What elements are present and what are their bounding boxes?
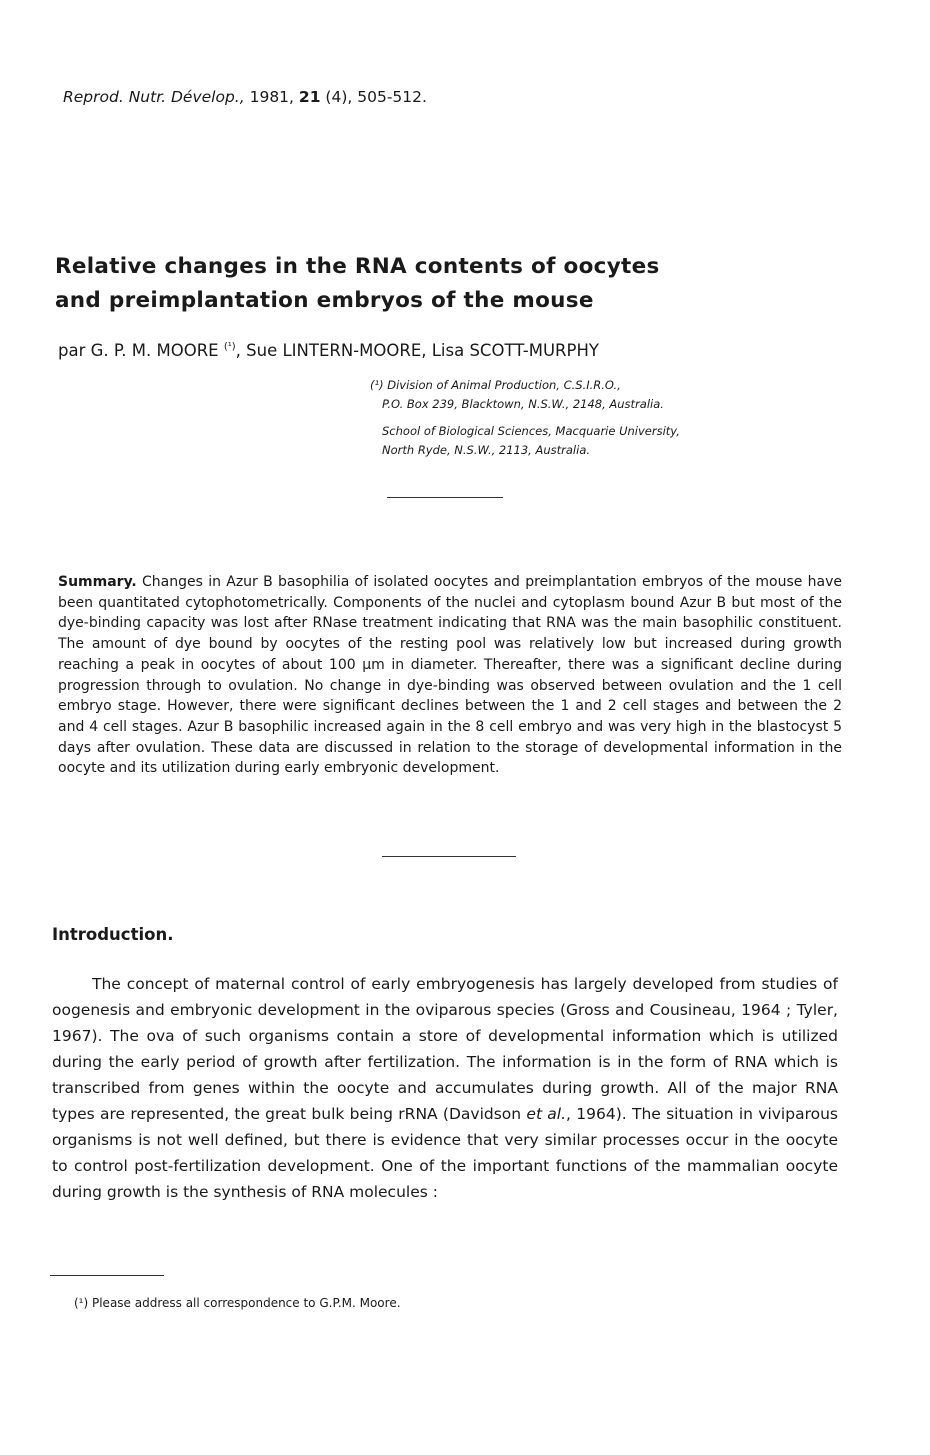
divider-bottom: [382, 856, 516, 857]
author-note-mark: (¹): [223, 341, 236, 353]
title-line-2: and preimplantation embryos of the mouse: [55, 288, 594, 313]
journal-issue: (4),: [325, 88, 353, 106]
journal-volume: 21: [298, 88, 321, 106]
affiliation-line-4: North Ryde, N.S.W., 2113, Australia.: [382, 443, 591, 457]
intro-text-b: , 1964). The situation in viviparous organisms is not well defined, but there is evidence that very similar processes occur in the oocyte to control post-fertilization development. One of the important functions of the mammalian oocyte during growth is the synthesis of RNA molecules :: [52, 1105, 838, 1201]
summary-label: Summary.: [58, 574, 137, 590]
intro-text-a: The concept of maternal control of early embryogenesis has largely developed from studies of oogenesis and embryonic development in the oviparous species (Gross and Cousineau, 1964 ; Tyler, 1967). The ova of such organisms contain a store of developmental information which is utilized during the early period of growth after fertilization. The information is in the form of RNA which is transcribed from genes within the oocyte and accumulates during growth. All of the major RNA types are represented, the great bulk being rRNA (Davidson: [52, 975, 838, 1123]
journal-citation: [63, 88, 427, 106]
divider-top: [387, 497, 503, 498]
paper-title: [55, 250, 815, 318]
summary-text: Changes in Azur B basophilia of isolated oocytes and preimplantation embryos of the mouse have been quantitated cytophotometrically. Components of the nuclei and cytoplasm bound Azur B but most of the dye-binding capacity was lost after RNase treatment indicating that RNA was the main basophilic constituent. The amount of dye bound by oocytes of the resting pool was relatively low but increased during growth reaching a peak in oocytes of about 100 μm in diameter. Thereafter, there was a significant decline during progression through to ovulation. No change in dye-binding was observed between ovulation and the 1 cell embryo stage. However, there were significant declines between the 1 and 2 cell stages and between the 2 and 4 cell stages. Azur B basophilic increased again in the 8 cell embryo and was very high in the blastocyst 5 days after ovulation. These data are discussed in relation to the storage of developmental information in the oocyte and its utilization during early embryonic development.: [58, 574, 843, 777]
affiliations: [370, 376, 850, 460]
introduction-heading: Introduction.: [52, 925, 174, 944]
author-list: [58, 341, 599, 360]
title-line-1: Relative changes in the RNA contents of oocytes: [55, 254, 660, 279]
affiliation-line-3: School of Biological Sciences, Macquarie University,: [382, 424, 680, 438]
footnote: (¹) Please address all correspondence to G.P.M. Moore.: [74, 1296, 401, 1310]
journal-pages: 505-512.: [357, 88, 427, 106]
intro-et-al: et al.: [526, 1105, 567, 1123]
journal-name: Reprod. Nutr. Dévelop.,: [63, 88, 245, 106]
affiliation-line-1: (¹) Division of Animal Production, C.S.I.R.O.,: [370, 378, 621, 392]
authors-rest: , Sue LINTERN-MOORE, Lisa SCOTT-MURPHY: [235, 341, 599, 360]
footnote-rule: [50, 1275, 164, 1276]
affiliation-line-2: P.O. Box 239, Blacktown, N.S.W., 2148, Australia.: [382, 397, 664, 411]
summary-paragraph: [58, 572, 842, 779]
introduction-paragraph: [52, 971, 838, 1205]
journal-year: 1981,: [249, 88, 294, 106]
authors-prefix: par G. P. M. MOORE: [58, 341, 219, 360]
